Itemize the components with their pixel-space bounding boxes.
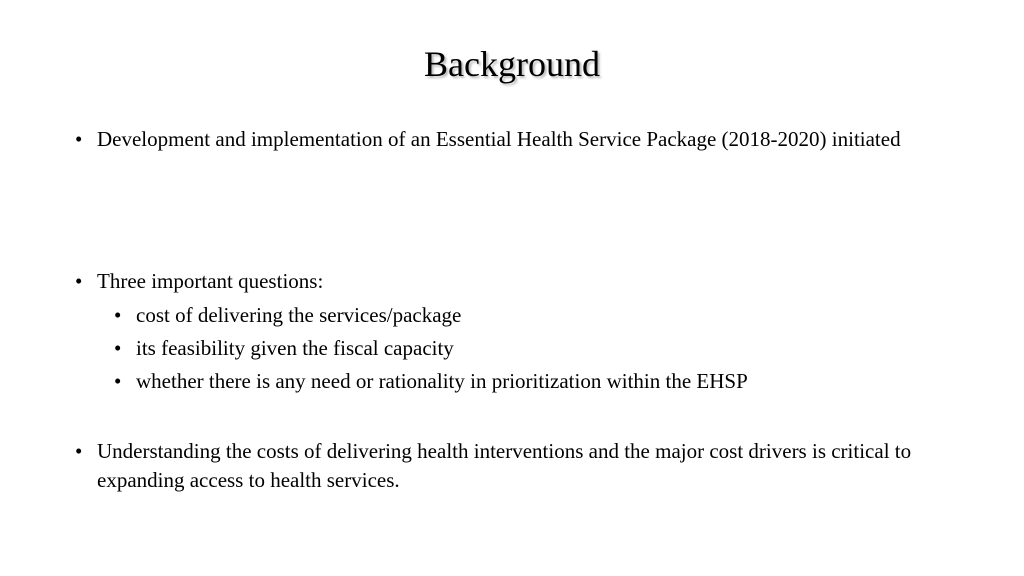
bullet-text: Development and implementation of an Essential Health Service Package (2018-2020) initiated (97, 127, 901, 151)
bullet-dot-icon: • (75, 269, 83, 293)
bullet-text: Three important questions: (97, 269, 324, 293)
sub-bullet-item (114, 367, 936, 396)
sub-bullet-dot-icon: • (114, 369, 122, 393)
bullet-item (75, 267, 937, 296)
bullet-dot-icon: • (75, 127, 83, 151)
bullet-dot-icon: • (75, 439, 83, 463)
sub-bullet-dot-icon: • (114, 303, 122, 327)
sub-bullet-dot-icon: • (114, 336, 122, 360)
sub-bullet-text: its feasibility given the fiscal capacity (136, 336, 454, 360)
sub-bullet-text: whether there is any need or rationality in prioritization within the EHSP (136, 369, 748, 393)
sub-bullet-item (114, 334, 936, 363)
sub-bullet-item (114, 301, 936, 330)
bullet-item (75, 437, 937, 495)
slide-title: Background (424, 44, 600, 84)
bullet-item (75, 125, 937, 154)
bullet-text: Understanding the costs of delivering health interventions and the major cost drivers is critical to expanding access to health services. (97, 439, 912, 492)
sub-bullet-text: cost of delivering the services/package (136, 303, 462, 327)
